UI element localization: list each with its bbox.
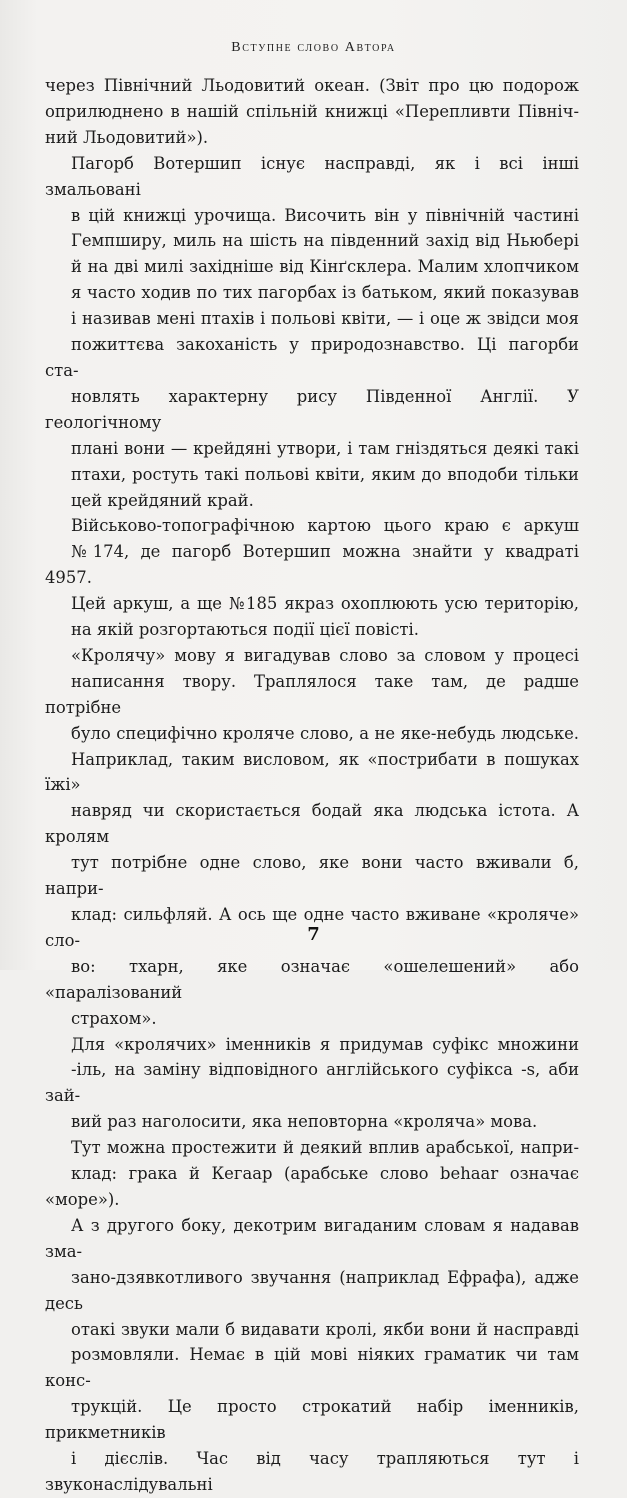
text-line: Військово-топографічною картою цього краю є аркуш — [71, 516, 579, 536]
text-line: №174, де пагорб Вотершип можна знайти у квадраті 4957. — [45, 542, 579, 588]
text-line: А з другого боку, декотрим вигаданим словам я надавав зма- — [45, 1215, 579, 1261]
text-line: пожиттєва закоханість у природознавство. Ці пагорби ста- — [45, 335, 579, 380]
text-line: во: тхарн, яке означає «ошелешений» або «паралізований — [45, 956, 579, 1002]
text-line: клад: грака й Кегаар (арабське слово behaar означає «море»). — [45, 1164, 579, 1209]
text-line: через Північний Льодовитий океан. (Звіт про цю подорож — [45, 76, 579, 95]
text-line: в цій книжці урочища. Височить він у північній частині — [71, 205, 579, 225]
text-line: зано-дзявкотливого звучання (наприклад Ефрафа), адже десь — [45, 1267, 579, 1313]
text-line: оприлюднено в нашій спільній книжці «Перепливти Північ- — [45, 101, 579, 121]
text-line: Гемпширу, миль на шість на південний захід від Ньюбері — [71, 231, 579, 251]
text-line: вий раз наголосити, яка неповторна «кроляча» мова. — [71, 1112, 538, 1132]
paragraph — [45, 1032, 579, 1136]
text-line: трукцій. Це просто строкатий набір іменників, прикметників — [45, 1397, 579, 1443]
text-line: написання твору. Траплялося таке там, де радше потрібне — [45, 671, 579, 717]
text-line: ний Льодовитий»). — [45, 127, 209, 147]
paragraph — [45, 73, 579, 151]
paragraph — [45, 643, 579, 1032]
text-line: було специфічно кроляче слово, а не яке-небудь людське. — [71, 723, 579, 743]
text-line: тут потрібне одне слово, яке вони часто вживали б, напри- — [45, 853, 579, 899]
text-line: Наприклад, таким висловом, як «пострибати в пошуках їжі» — [45, 749, 579, 795]
text-line: -іль, на заміну відповідного англійського суфікса -s, аби зай- — [45, 1060, 579, 1106]
text-line: навряд чи скористається бодай яка людська істота. А кролям — [45, 801, 579, 847]
page-number: 7 — [307, 924, 320, 945]
text-line: Для «кролячих» іменників я придумав суфікс множини — [71, 1034, 579, 1054]
text-line: новлять характерну рису Південної Англії. У геологічному — [45, 386, 579, 432]
text-line: Цей аркуш, а ще №185 якраз охоплюють усю територію, — [71, 594, 579, 614]
text-line: плані вони — крейдяні утвори, і там гніздяться деякі такі — [71, 438, 579, 458]
text-line: «Кролячу» мову я вигадував слово за словом у процесі — [71, 645, 579, 665]
text-line: на якій розгортаються події цієї повісті. — [71, 620, 419, 640]
text-line: і називав мені птахів і польові квіти, — і оце ж звідси моя — [71, 309, 579, 329]
text-line: страхом». — [71, 1008, 157, 1028]
text-line: Тут можна простежити й деякий вплив арабської, напри- — [71, 1138, 579, 1158]
running-head: Вступне слово Автора — [231, 40, 396, 55]
body-text — [45, 73, 579, 1498]
text-line: Пагорб Вотершип існує насправді, як і всі інші змальовані — [45, 153, 579, 199]
text-line: й на дві милі західніше від Кінґсклера. Малим хлопчиком — [71, 257, 579, 277]
text-line: клад: сильфляй. А ось ще одне часто вживане «кроляче» сло- — [45, 905, 579, 950]
text-line: розмовляли. Немає в цій мові ніяких граматик чи там конс- — [45, 1345, 579, 1391]
paragraph — [45, 513, 579, 643]
paragraph — [45, 151, 579, 514]
text-line: отакі звуки мали б видавати кролі, якби вони й насправді — [71, 1319, 579, 1339]
paragraph — [45, 1135, 579, 1498]
text-line: і дієслів. Час від часу трапляються тут і звуконаслідувальні — [45, 1449, 579, 1494]
text-line: цей крейдяний край. — [71, 490, 254, 510]
text-line: птахи, ростуть такі польові квіти, яким до вподоби тільки — [71, 464, 579, 484]
text-line: я часто ходив по тих пагорбах із батьком, який показував — [71, 283, 579, 303]
